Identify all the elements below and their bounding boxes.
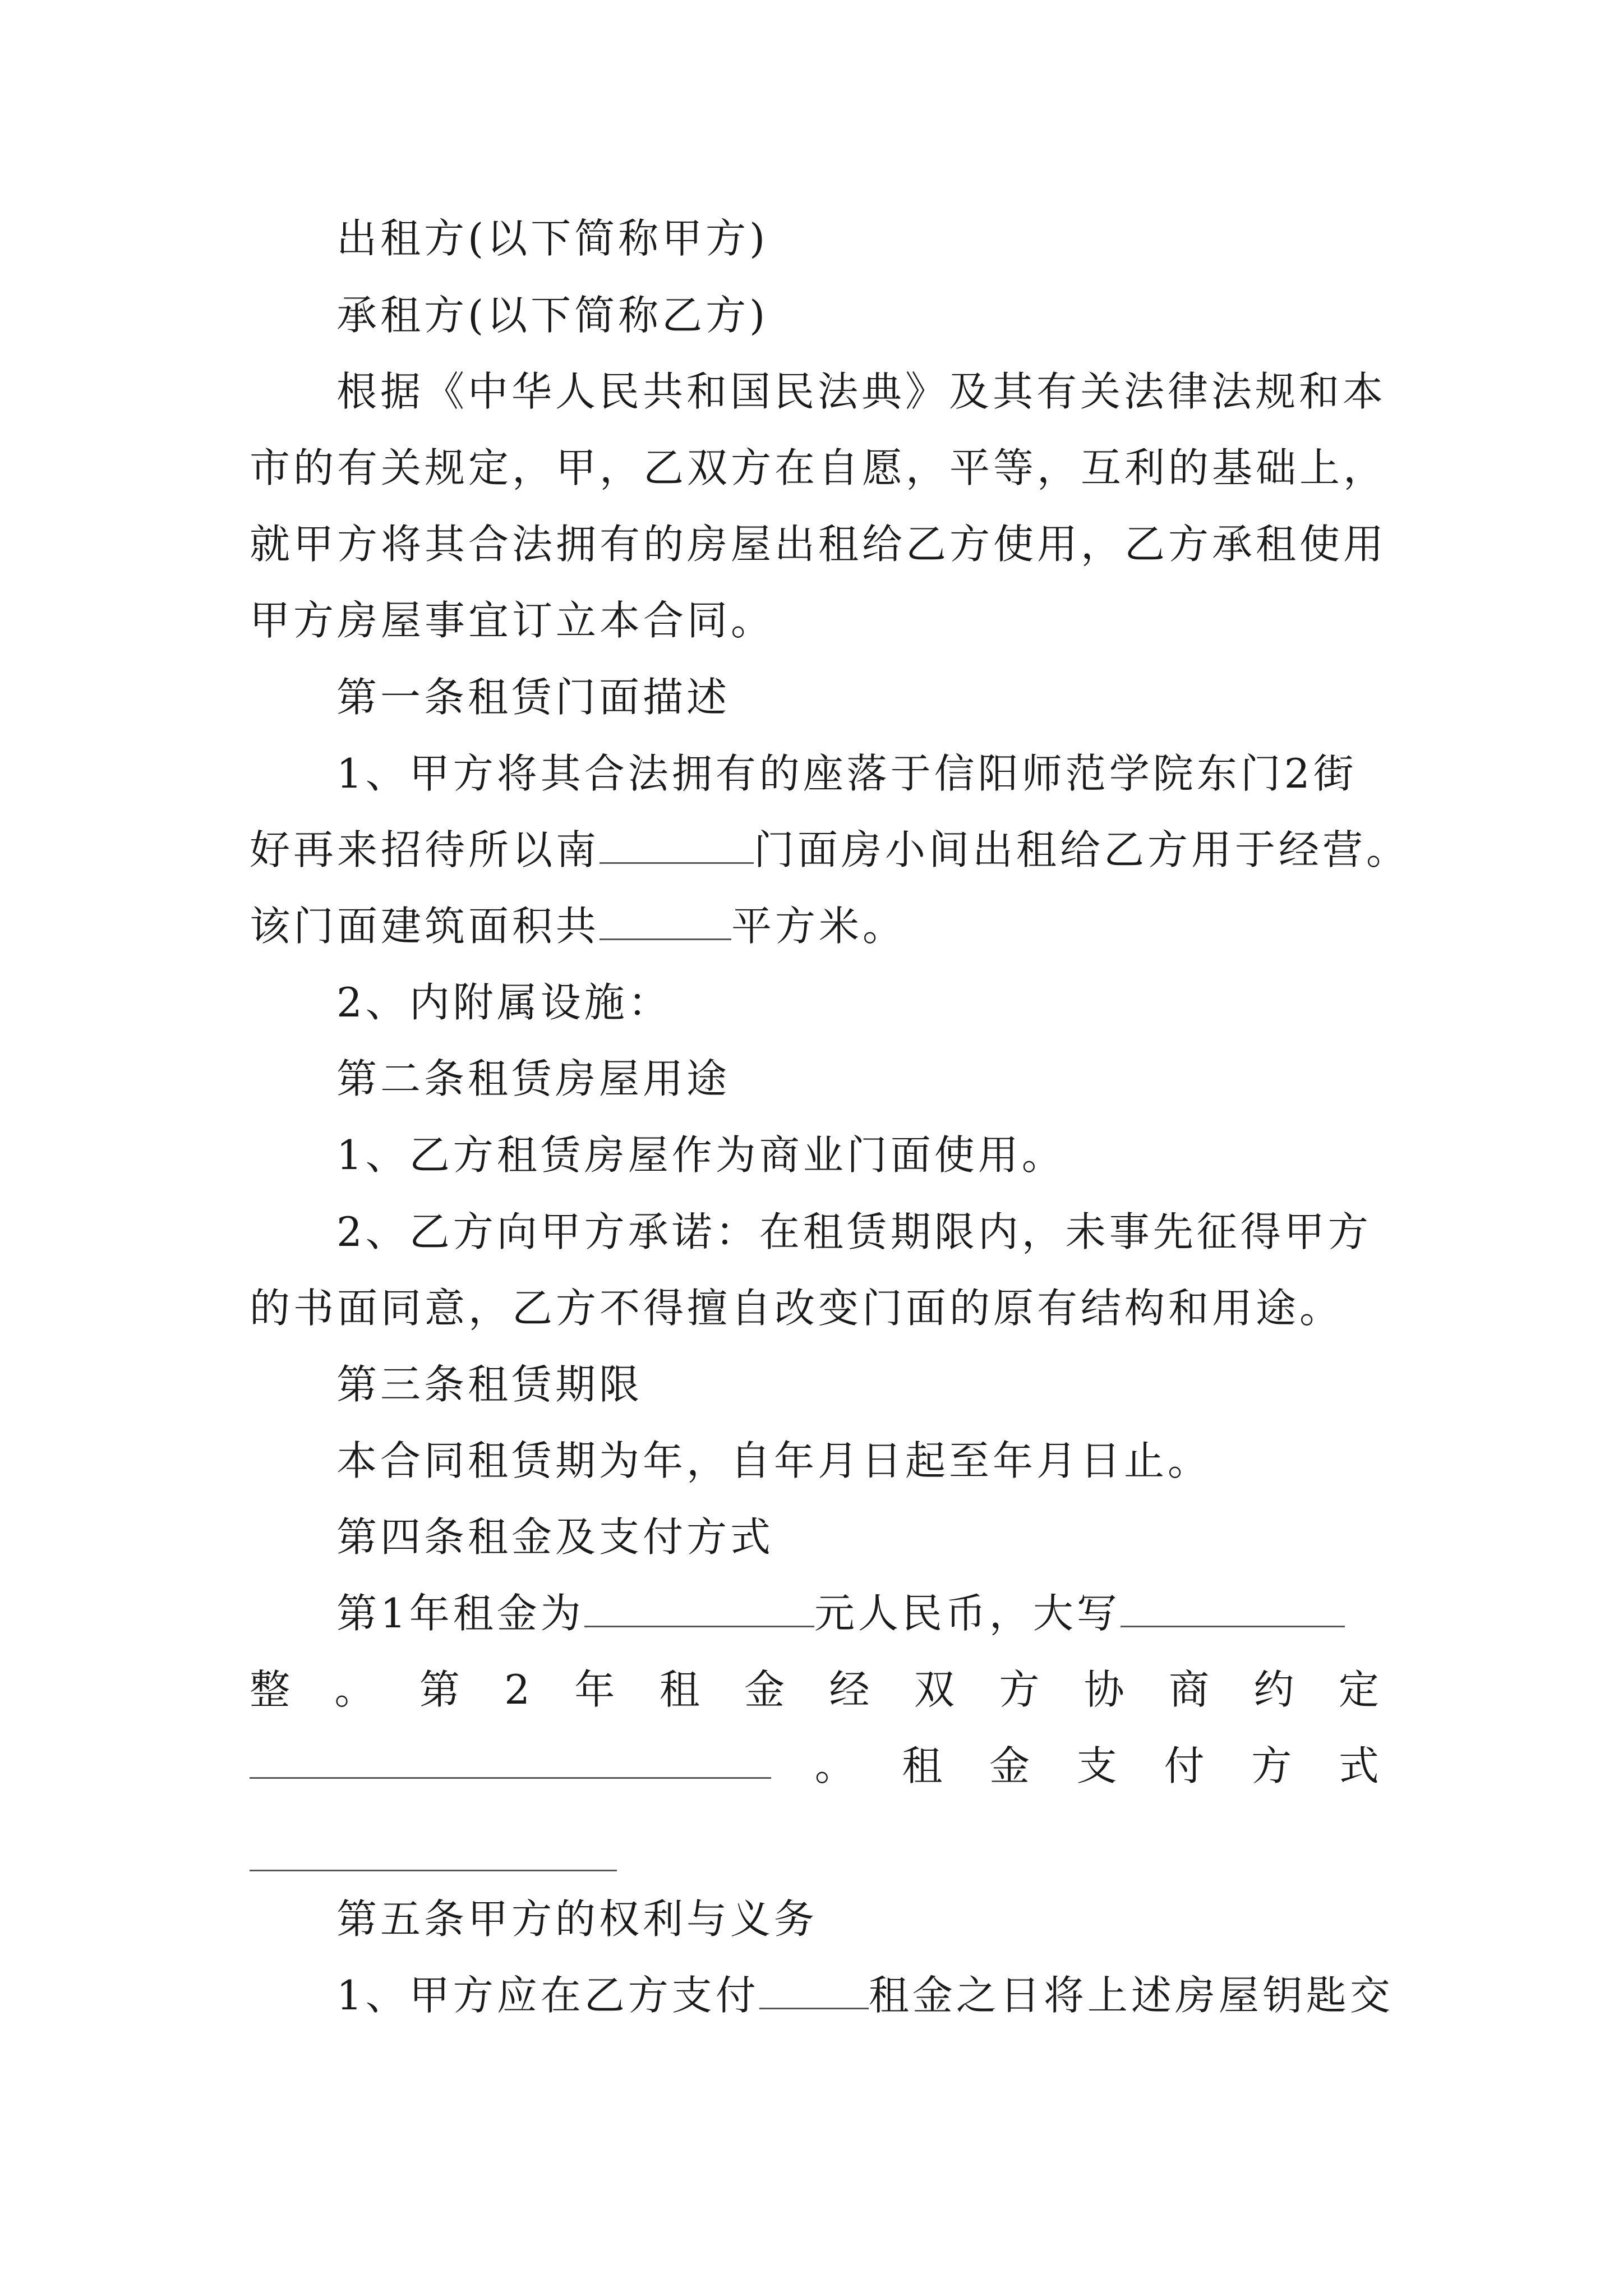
spread-char: 金: [989, 1742, 1034, 1789]
spread-char: 年: [574, 1666, 619, 1713]
article-1-item-1-line-1: 1、甲方将其合法拥有的座落于信阳师范学院东门2街: [336, 750, 1357, 797]
rent-line-2: [250, 1662, 1382, 1718]
spread-char: 方: [999, 1666, 1043, 1713]
article-2-item-1: 1、乙方租赁房屋作为商业门面使用。: [336, 1131, 1066, 1179]
rent-line-1: [336, 1585, 1382, 1641]
spread-char: 双: [914, 1666, 958, 1713]
article-3-heading: 第三条租赁期限: [336, 1361, 643, 1408]
first-year-rent-label: 第1年租金为: [336, 1590, 584, 1637]
rent-line-3: [250, 1738, 1382, 1794]
lessor-line: 出租方(以下简称甲方): [336, 215, 769, 262]
location-blank: [600, 823, 754, 864]
location-text: 好再来招待所以南: [250, 826, 600, 873]
area-line: [250, 898, 1382, 954]
article-1-item-2: 2、内附属设施：: [336, 979, 672, 1026]
spread-char: 约: [1253, 1666, 1298, 1713]
spread-char: 。: [814, 1742, 859, 1789]
spread-char: 2: [504, 1666, 533, 1713]
spread-char: 金: [744, 1666, 789, 1713]
preamble-line-2: 市的有关规定，甲，乙双方在自愿，平等，互利的基础上，: [250, 444, 1387, 491]
rent-currency-label: 元人民币，大写: [814, 1590, 1121, 1637]
article-5-item-1: [336, 1967, 1394, 2023]
spread-char: 第: [419, 1666, 463, 1713]
key-handover-blank: [759, 1968, 869, 2009]
spread-char: 商: [1169, 1666, 1213, 1713]
spread-char: 。: [334, 1666, 379, 1713]
key-handover-text-1: 1、甲方应在乙方支付: [336, 1972, 759, 2019]
spread-char: 定: [1338, 1666, 1382, 1713]
preamble-line-3: 就甲方将其合法拥有的房屋出租给乙方使用，乙方承租使用: [250, 521, 1387, 568]
article-1-item-1-line-2: [250, 822, 1410, 878]
article-4-heading: 第四条租金及支付方式: [336, 1513, 774, 1561]
spread-char: 支: [1076, 1742, 1121, 1789]
article-2-heading: 第二条租赁房屋用途: [336, 1055, 731, 1102]
area-unit: 平方米。: [731, 903, 907, 950]
second-year-rent-blank: [250, 1738, 771, 1779]
spread-char: 租: [659, 1666, 703, 1713]
spread-char: 租: [902, 1742, 946, 1789]
spread-char: 整: [250, 1666, 294, 1713]
area-blank: [600, 899, 731, 940]
payment-method-blank: [250, 1870, 617, 1871]
article-5-heading: 第五条甲方的权利与义务: [336, 1895, 818, 1943]
lessee-line: 承租方(以下简称乙方): [336, 292, 769, 339]
article-1-heading: 第一条租赁门面描述: [336, 674, 731, 721]
rent-uppercase-blank: [1121, 1586, 1345, 1627]
preamble-line-1: 根据《中华人民共和国民法典》及其有关法律法规和本: [336, 368, 1387, 415]
area-label: 该门面建筑面积共: [250, 903, 600, 950]
lease-term-line: 本合同租赁期为年，自年月日起至年月日止。: [336, 1437, 1212, 1484]
shop-use-text: 门面房小间出租给乙方用于经营。: [754, 826, 1410, 873]
spread-char: 式: [1338, 1742, 1382, 1789]
rent-amount-blank: [584, 1586, 814, 1627]
spread-char: 经: [829, 1666, 873, 1713]
preamble-line-4: 甲方房屋事宜订立本合同。: [250, 597, 775, 644]
spread-char: 协: [1083, 1666, 1128, 1713]
article-2-item-2-line-1: 2、乙方向甲方承诺：在租赁期限内，未事先征得甲方: [336, 1208, 1372, 1255]
spread-char: 付: [1164, 1742, 1208, 1789]
key-handover-text-2: 租金之日将上述房屋钥匙交: [868, 1972, 1394, 2019]
spread-char: 方: [1251, 1742, 1295, 1789]
article-2-item-2-line-2: 的书面同意，乙方不得擅自改变门面的原有结构和用途。: [250, 1285, 1344, 1332]
